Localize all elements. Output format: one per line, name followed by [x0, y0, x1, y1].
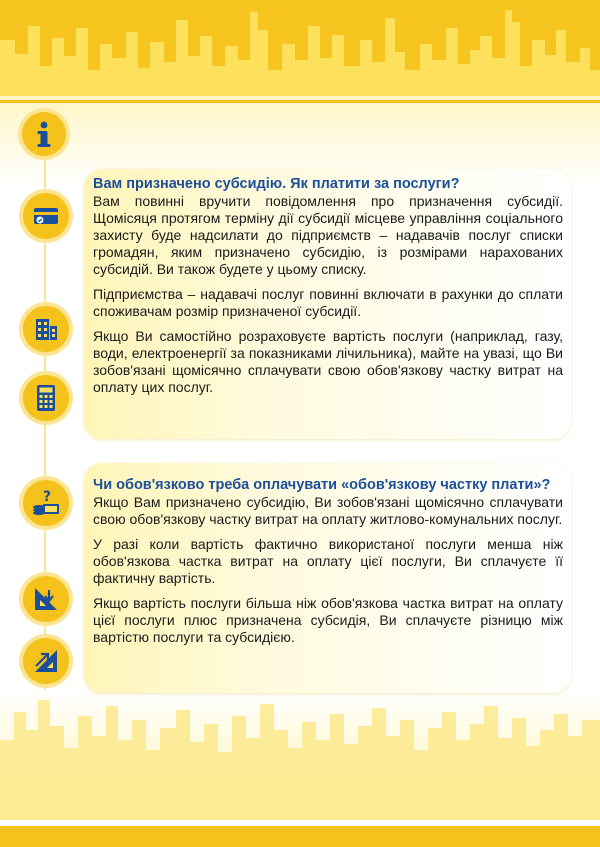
calculator-icon [23, 375, 69, 421]
section1-text [93, 176, 563, 396]
section2-paragraph: Якщо вартість послуги більша ніж обов'язкова частка витрат на оплату цієї послуги плюс призначена субсидія, Ви сплачуєте різницю між вартістю послуги та субсидією. [93, 595, 563, 645]
money-icon [23, 480, 69, 526]
section1-paragraph: Підприємства – надавачі послуг повинні включати в рахунки до сплати споживачам розмір призначеної субсидії. [93, 286, 563, 319]
section1-title: Вам призначено субсидію. Як платити за послуги? [93, 176, 460, 192]
info-icon [22, 112, 66, 156]
up-triangle-icon [23, 638, 69, 684]
section2-paragraph: У разі коли вартість фактично використаної послуги менша ніж обов'язкова частка витрат на оплату цієї послуги, Ви сплачуєте її фактичну вартість. [93, 536, 563, 586]
building-icon [23, 306, 69, 352]
down-triangle-icon [23, 576, 69, 622]
credit-card-icon [23, 193, 69, 239]
section2-title: Чи обов'язково треба оплачувати «обов'язкову частку плати»? [93, 477, 551, 493]
section2-text [93, 477, 563, 646]
svg-text:?: ? [43, 489, 52, 505]
section1-paragraph: Якщо Ви самостійно розраховуєте вартість послуги (наприклад, газу, води, електроенергії за показниками лічильника), майте на увазі, що Ви зобов'язані щомісячно сплачувати свою обов'язкову частку витрат на оплату цих послуг. [93, 328, 563, 395]
section1-paragraph: Вам повинні вручити повідомлення про призначення субсидії. Щомісяця протягом терміну дії субсидії місцеве управління соціального захисту буде надсилати до підприємств – надавачів послуг списки громадян, яким призначено субсидію, із розмірами нарахованих субсидій. Ви також будете у цьому списку. [93, 193, 563, 277]
section2-paragraph: Якщо Вам призначено субсидію, Ви зобов'язані щомісячно сплачувати свою обов'язкову частку витрат на оплату житлово-комунальних послуг. [93, 494, 563, 527]
